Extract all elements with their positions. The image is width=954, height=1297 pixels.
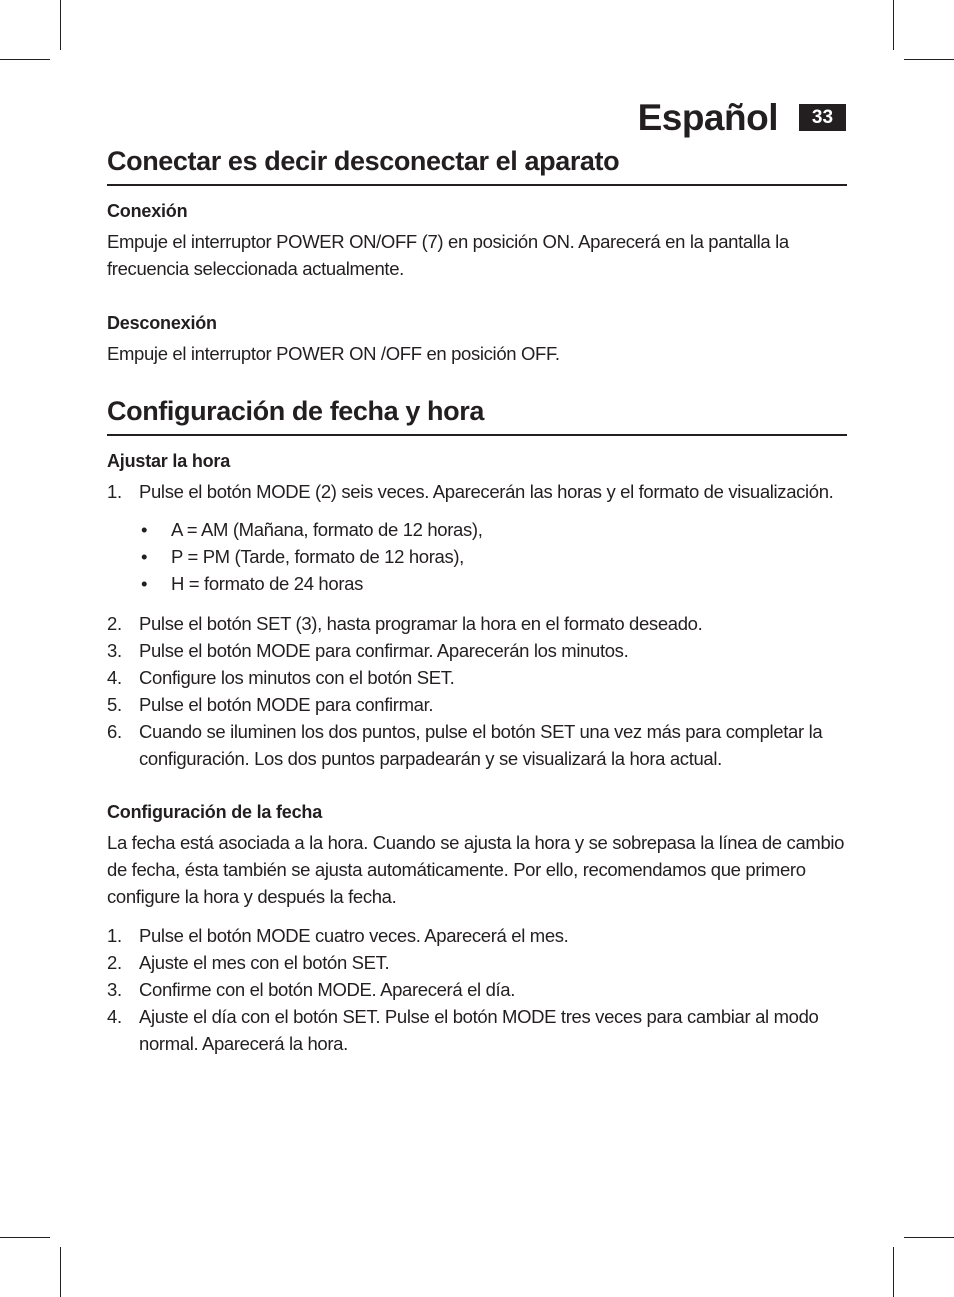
list-item (107, 718, 847, 772)
list-number: 3. (107, 979, 122, 1000)
time-steps-list (107, 610, 847, 772)
subheading-connection: Conexión (107, 201, 188, 221)
crop-mark (0, 59, 50, 60)
subheading-set-time: Ajustar la hora (107, 451, 231, 471)
list-item (107, 922, 847, 949)
list-item-text: Pulse el botón MODE (2) seis veces. Aparecerán las horas y el formato de visualización. (139, 481, 834, 502)
list-item-text: Configure los minutos con el botón SET. (139, 667, 455, 688)
bullet-item (107, 570, 847, 597)
language-title: Español (637, 97, 778, 138)
list-item-text: Cuando se iluminen los dos puntos, pulse el botón SET una vez más para completar la configuración. Los dos puntos parpadearán y se visualizará la hora actual. (139, 721, 823, 769)
list-number: 3. (107, 640, 122, 661)
list-item (107, 610, 847, 637)
bullet-item (107, 516, 847, 543)
list-item-text: Pulse el botón SET (3), hasta programar la hora en el formato deseado. (139, 613, 703, 634)
bullet-glyph: • (141, 546, 148, 567)
section-divider (107, 434, 847, 436)
subheading-set-date: Configuración de la fecha (107, 802, 323, 822)
page-number: 33 (799, 104, 846, 131)
paragraph-connection: Empuje el interruptor POWER ON/OFF (7) en posición ON. Aparecerá en la pantalla la frecuencia seleccionada actualmente. (107, 231, 789, 279)
list-number: 4. (107, 1006, 122, 1027)
bullet-text: H = formato de 24 horas (171, 573, 363, 594)
crop-mark (60, 0, 61, 50)
bullet-glyph: • (141, 573, 148, 594)
list-item (107, 949, 847, 976)
bullet-item (107, 543, 847, 570)
list-item (107, 1003, 847, 1057)
list-item (107, 691, 847, 718)
list-number: 2. (107, 952, 122, 973)
list-number: 4. (107, 667, 122, 688)
list-item-text: Pulse el botón MODE cuatro veces. Aparecerá el mes. (139, 925, 569, 946)
list-item (107, 976, 847, 1003)
list-number: 1. (107, 481, 122, 502)
list-item-text: Confirme con el botón MODE. Aparecerá el día. (139, 979, 516, 1000)
list-item-text: Pulse el botón MODE para confirmar. (139, 694, 434, 715)
list-number: 1. (107, 925, 122, 946)
crop-mark (60, 1247, 61, 1297)
paragraph-set-date: La fecha está asociada a la hora. Cuando se ajusta la hora y se sobrepasa la línea de cambio de fecha, ésta también se ajusta automáticamente. Por ello, recomendamos que primero configure la hora y después la fecha. (107, 832, 845, 907)
subheading-disconnection: Desconexión (107, 313, 217, 333)
crop-mark (904, 1237, 954, 1238)
section-divider (107, 184, 847, 186)
list-number: 2. (107, 613, 122, 634)
bullet-glyph: • (141, 519, 148, 540)
section-title-power: Conectar es decir desconectar el aparato (107, 146, 620, 176)
format-bullet-list (107, 516, 847, 597)
paragraph-disconnection: Empuje el interruptor POWER ON /OFF en posición OFF. (107, 343, 560, 364)
section-title-date-time: Configuración de fecha y hora (107, 396, 484, 426)
crop-mark (904, 59, 954, 60)
crop-mark (893, 0, 894, 50)
list-item (107, 478, 847, 505)
list-item-text: Pulse el botón MODE para confirmar. Aparecerán los minutos. (139, 640, 629, 661)
crop-mark (0, 1237, 50, 1238)
list-item (107, 637, 847, 664)
bullet-text: A = AM (Mañana, formato de 12 horas), (171, 519, 483, 540)
list-number: 5. (107, 694, 122, 715)
list-item-text: Ajuste el día con el botón SET. Pulse el botón MODE tres veces para cambiar al modo normal. Aparecerá la hora. (139, 1006, 819, 1054)
crop-mark (893, 1247, 894, 1297)
list-item (107, 664, 847, 691)
list-number: 6. (107, 721, 122, 742)
date-steps-list (107, 922, 847, 1057)
list-item-text: Ajuste el mes con el botón SET. (139, 952, 390, 973)
time-steps-list (107, 478, 847, 505)
bullet-text: P = PM (Tarde, formato de 12 horas), (171, 546, 464, 567)
